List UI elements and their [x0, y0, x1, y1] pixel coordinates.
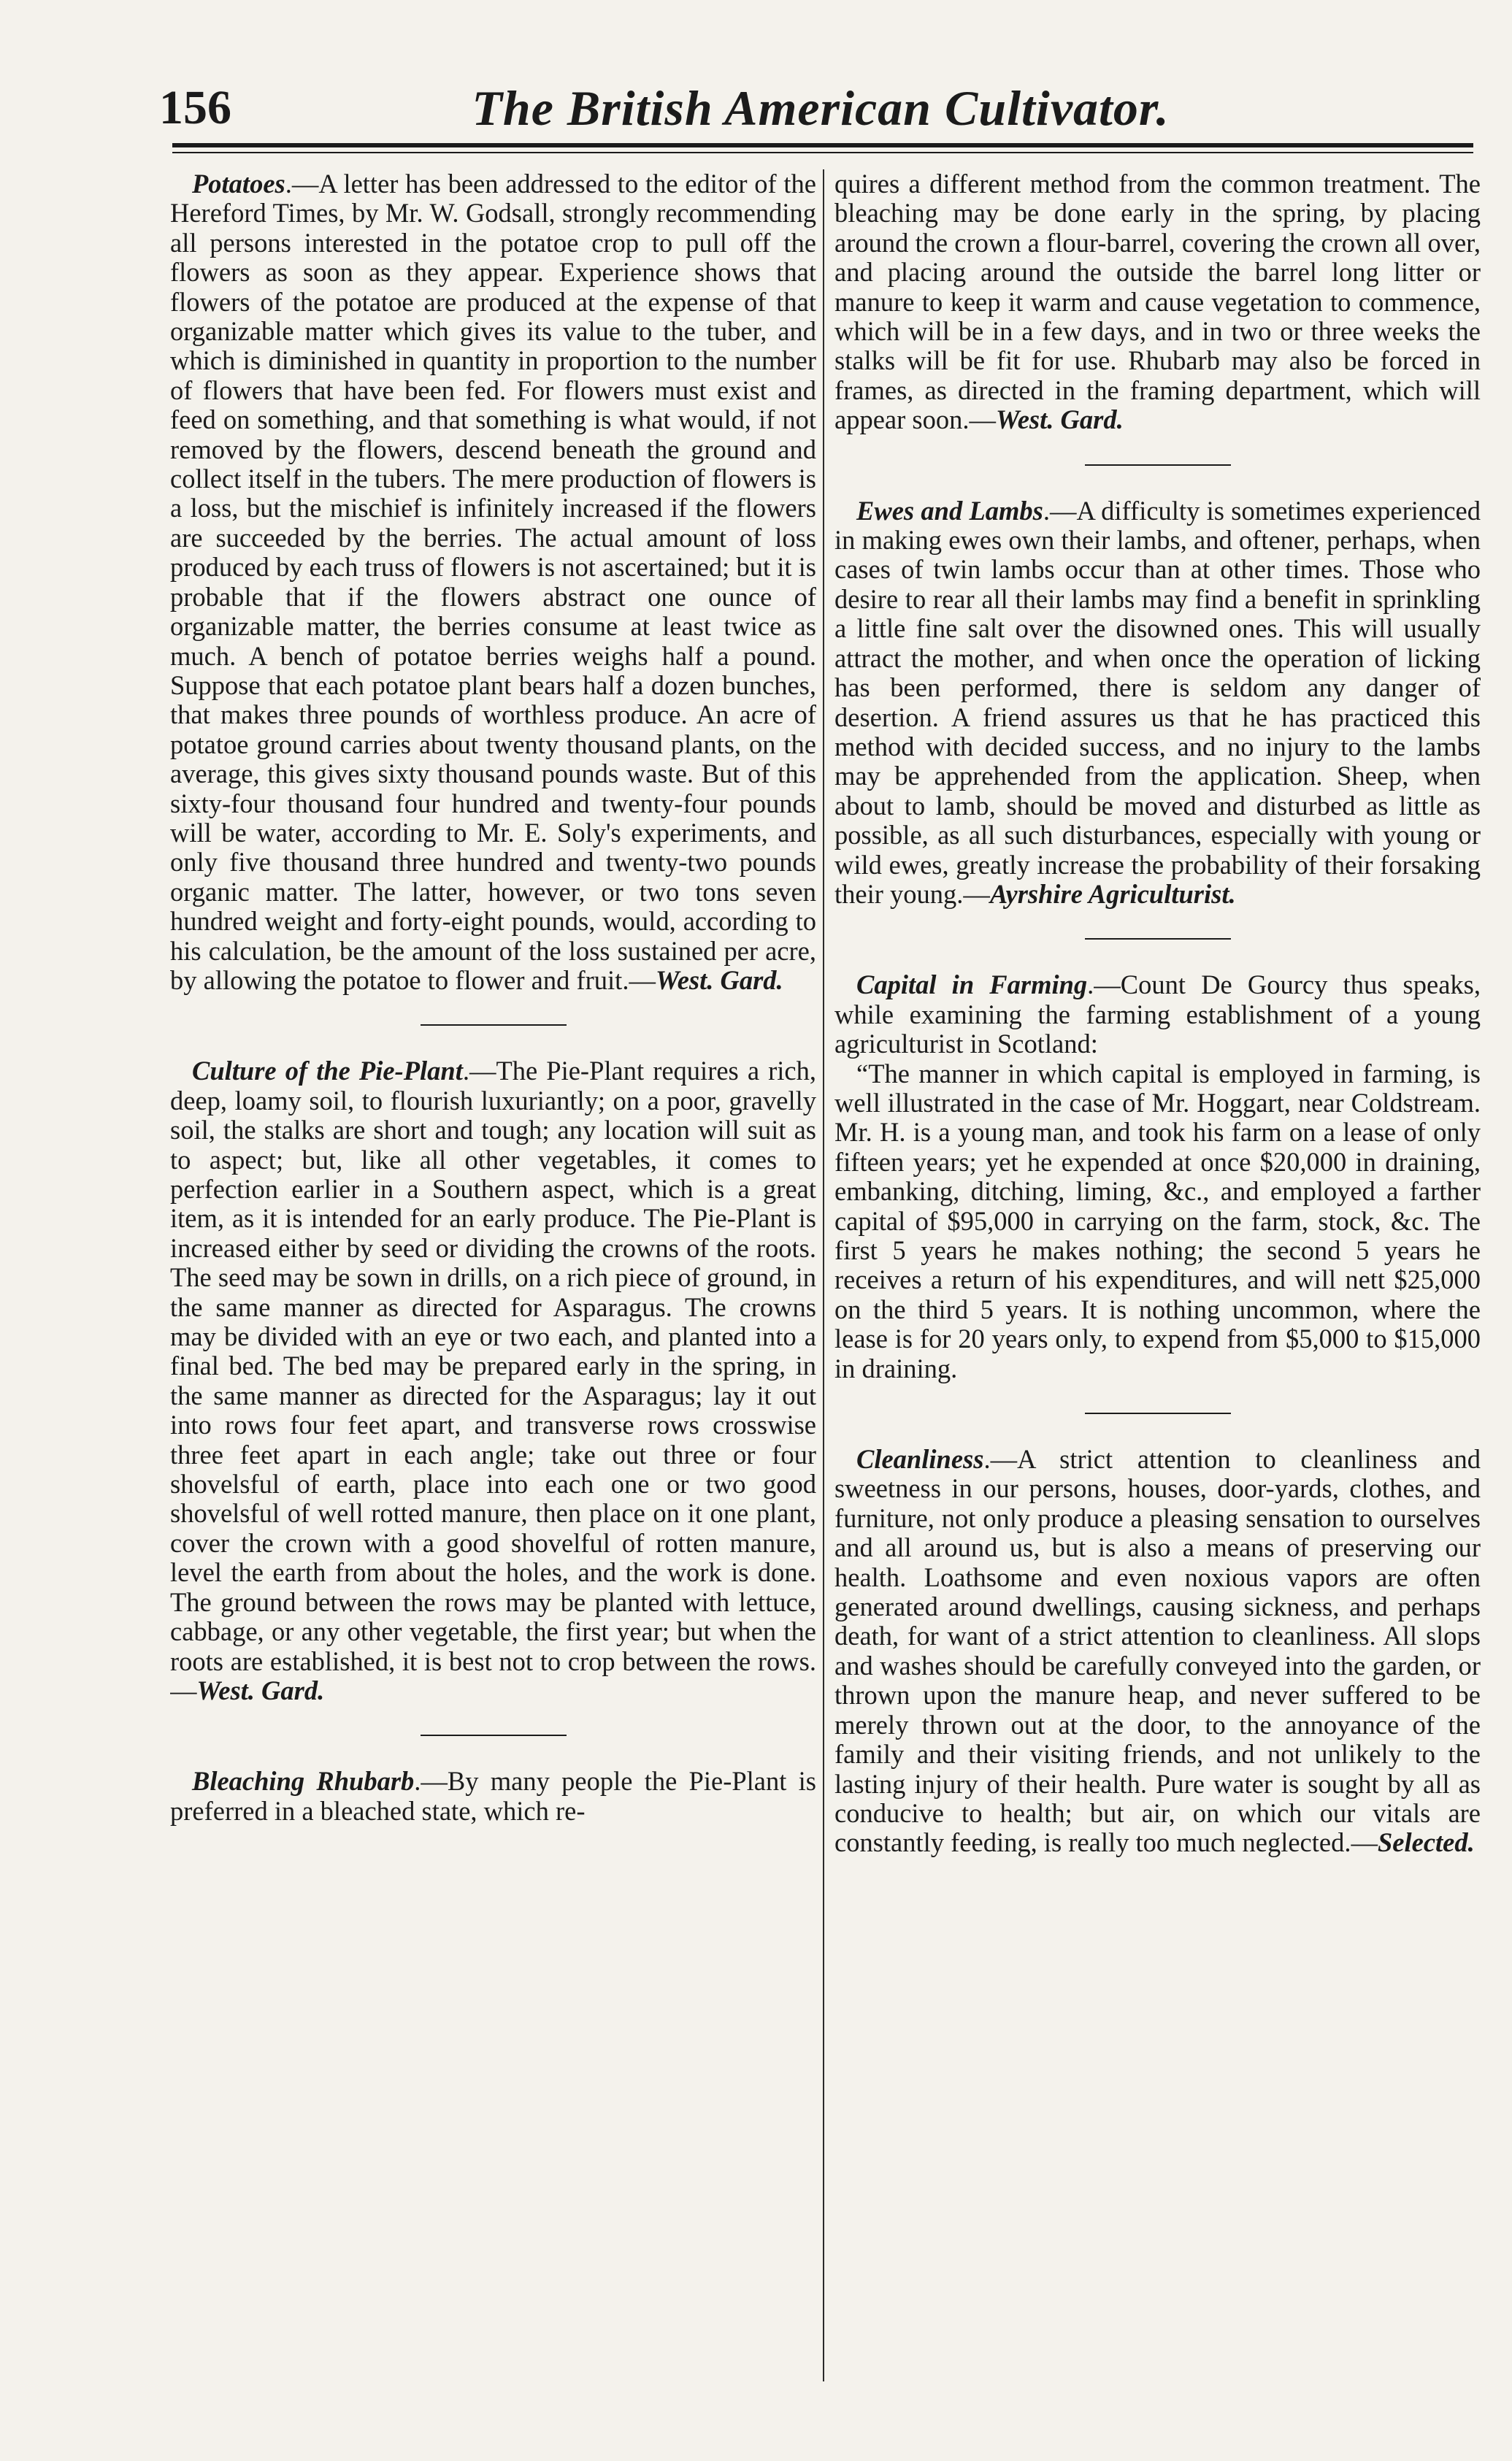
article-citation: West. Gard.	[196, 1675, 325, 1705]
article-paragraph: Potatoes.—A letter has been addressed to the editor of the Hereford Times, by Mr. W. Godsall, strongly recommending all persons interested in the potatoe crop to pull off the flowers as soon as they appear. Experience shows that flowers of the potatoe are produced at the expense of that organizable matter which gives its value to the tuber, and which is diminished in quantity in proportion to the number of flowers that have been fed. For flowers must exist and feed on something, and that something is what would, if not removed by the flowers, descend beneath the ground and collect itself in the tubers. The mere production of flowers is a loss, but the mischief is infinitely increased if the flowers are succeeded by the berries. The actual amount of loss produced by each truss of flowers is not ascertained; but it is probable that if the flowers abstract one ounce of organizable matter, the berries consume at least twice as much. A bench of potatoe berries weighs half a pound. Suppose that each potatoe plant bears half a dozen bunches, that makes three pounds of worthless produce. An acre of potatoe ground carries about twenty thousand plants, on the average, this gives sixty thousand pounds waste. But of this sixty-four thousand four hundred and twenty-four pounds will be water, according to Mr. E. Soly's experiments, and only five thousand three hundred and twenty-two pounds organic matter. The latter, however, or two tons seven hundred weight and forty-eight pounds, would, according to his calculation, be the amount of the loss sustained per acre, by allowing the potatoe to flower and fruit.—West. Gard.	[170, 169, 816, 995]
article-separator	[1085, 464, 1231, 466]
article-ewes-and-lambs	[834, 496, 1481, 910]
article-body: A letter has been addressed to the editor of the Hereford Times, by Mr. W. Godsall, strongly recommending all persons interested in the potatoe crop to pull off the flowers as soon as they appear. Experience shows that flowers of the potatoe are produced at the expense of that organizable matter which gives its value to the tuber, and which is diminished in quantity in proportion to the number of flowers that have been fed. For flowers must exist and feed on something, and that something is what would, if not removed by the flowers, descend beneath the ground and collect itself in the tubers. The mere production of flowers is a loss, but the mischief is infinitely increased if the flowers are succeeded by the berries. The actual amount of loss produced by each truss of flowers is not ascertained; but it is probable that if the flowers abstract one ounce of organizable matter, the berries consume at least twice as much. A bench of potatoe berries weighs half a pound. Suppose that each potatoe plant bears half a dozen bunches, that makes three pounds of worthless produce. An acre of potatoe ground carries about twenty thousand plants, on the average, this gives sixty thousand pounds waste. But of this sixty-four thousand four hundred and twenty-four pounds will be water, according to Mr. E. Soly's experiments, and only five thousand three hundred and twenty-two pounds organic matter. The latter, however, or two tons seven hundred weight and forty-eight pounds, would, according to his calculation, be the amount of the loss sustained per acre, by allowing the potatoe to flower and fruit.	[170, 169, 816, 995]
article-body: Count De Gourcy thus speaks, while examining the farming establishment of a young agriculturist in Scotland:	[834, 970, 1481, 1059]
article-separator	[1085, 938, 1231, 940]
article-body: By many people the Pie-Plant is preferred in a bleached state, which re-	[170, 1766, 816, 1826]
article-heading: Ewes and Lambs	[856, 495, 1043, 526]
right-column	[834, 169, 1481, 2389]
article-body: A strict attention to cleanliness and sweetness in our persons, houses, door-yards, clothes, and furniture, not only produce a pleasing sensation to ourselves and all around us, but is also a means of preserving our health. Loathsome and even noxious vapors are often generated around dwellings, causing sickness, and perhaps death, for want of a strict attention to cleanliness. All slops and washes should be carefully conveyed into the garden, or thrown upon the manure heap, and never suffered to be merely thrown out at the door, to the annoyance of the family and their visiting friends, and not unlikely to the lasting injury of their health. Pure water is sought by all as conducive to health; but air, on which our vitals are constantly feeding, is really too much neglected.	[834, 1444, 1481, 1858]
article-body: quires a different method from the common treatment. The bleaching may be done early in the spring, by placing around the crown a flour-barrel, covering the crown all over, and placing around the outside the barrel long litter or manure to keep it warm and cause vegetation to commence, which will be in a few days, and in two or three weeks the stalks will be fit for use. Rhubarb may also be forced in frames, as directed in the framing department, which will appear soon.	[834, 169, 1481, 435]
article-paragraph: Capital in Farming.—Count De Gourcy thus speaks, while examining the farming establishment of a young agriculturist in Scotland:	[834, 970, 1481, 1059]
article-potatoes	[170, 169, 816, 995]
article-paragraph: Cleanliness.—A strict attention to cleanliness and sweetness in our persons, houses, door-yards, clothes, and furniture, not only produce a pleasing sensation to ourselves and all around us, but is also a means of preserving our health. Loathsome and even noxious vapors are often generated around dwellings, causing sickness, and perhaps death, for want of a strict attention to cleanliness. All slops and washes should be carefully conveyed into the garden, or thrown upon the manure heap, and never suffered to be merely thrown out at the door, to the annoyance of the family and their visiting friends, and not unlikely to the lasting injury of their health. Pure water is sought by all as conducive to health; but air, on which our vitals are constantly feeding, is really too much neglected.—Selected.	[834, 1444, 1481, 1858]
article-citation: West. Gard.	[655, 964, 783, 995]
article-heading: Bleaching Rhubarb	[192, 1766, 415, 1797]
article-body: The Pie-Plant requires a rich, deep, loamy soil, to flourish luxuriantly; on a poor, gravelly soil, the stalks are short and tough; any location will suit as to aspect; but, like all other vegetables, it comes to perfection earlier in a Southern aspect, which is a great item, as it is intended for an early produce. The Pie-Plant is increased either by seed or dividing the crowns of the roots. The seed may be sown in drills, on a rich piece of ground, in the same manner as directed for Asparagus. The crowns may be divided with an eye or two each, and planted into a final bed. The bed may be prepared early in the spring, in the same manner as directed for the Asparagus; lay it out into rows four feet apart, and transverse rows crosswise three feet apart in each angle; take out three or four shovelsful of earth, place into each one or two good shovelsful of well rotted manure, then place on it one plant, cover the crown with a good shovelful of rotten manure, level the earth from about the holes, and the work is done. The ground between the rows may be planted with lettuce, cabbage, or any other vegetable, the first year; but when the roots are established, it is best not to crop between the rows.	[170, 1056, 816, 1676]
article-citation: Ayrshire Agriculturist.	[989, 878, 1236, 909]
article-capital-in-farming	[834, 970, 1481, 1383]
article-citation: Selected.	[1377, 1827, 1475, 1858]
article-separator	[421, 1735, 567, 1736]
article-citation: West. Gard.	[995, 404, 1124, 435]
article-paragraph: Ewes and Lambs.—A difficulty is sometimes experienced in making ewes own their lambs, and oftener, perhaps, when cases of twin lambs occur than at other times. Those who desire to rear all their lambs may find a benefit in sprinkling a little fine salt over the disowned ones. This will usually attract the mother, and when once the operation of licking has been performed, there is seldom any danger of desertion. A friend assures us that he has practiced this method with decided success, and no injury to the lambs may be apprehended from the application. Sheep, when about to lamb, should be moved and disturbed as little as possible, as all such disturbances, especially with young or wild ewes, greatly increase the probability of their forsaking their young.—Ayrshire Agriculturist.	[834, 495, 1481, 909]
article-pie-plant	[170, 1056, 816, 1705]
article-paragraph: Culture of the Pie-Plant.—The Pie-Plant requires a rich, deep, loamy soil, to flourish luxuriantly; on a poor, gravelly soil, the stalks are short and tough; any location will suit as to aspect; but, like all other vegetables, it comes to perfection earlier in a Southern aspect, which is a great item, as it is intended for an early produce. The Pie-Plant is increased either by seed or dividing the crowns of the roots. The seed may be sown in drills, on a rich piece of ground, in the same manner as directed for Asparagus. The crowns may be divided with an eye or two each, and planted into a final bed. The bed may be prepared early in the spring, in the same manner as directed for the Asparagus; lay it out into rows four feet apart, and transverse rows crosswise three feet apart in each angle; take out three or four shovelsful of earth, place into each one or two good shovelsful of well rotted manure, then place on it one plant, cover the crown with a good shovelful of rotten manure, level the earth from about the holes, and the work is done. The ground between the rows may be planted with lettuce, cabbage, or any other vegetable, the first year; but when the roots are established, it is best not to crop between the rows.—West. Gard.	[170, 1056, 816, 1705]
article-body: A difficulty is sometimes experienced in making ewes own their lambs, and oftener, perhaps, when cases of twin lambs occur than at other times. Those who desire to rear all their lambs may find a benefit in sprinkling a little fine salt over the disowned ones. This will usually attract the mother, and when once the operation of licking has been performed, there is seldom any danger of desertion. A friend assures us that he has practiced this method with decided success, and no injury to the lambs may be apprehended from the application. Sheep, when about to lamb, should be moved and disturbed as little as possible, as all such disturbances, especially with young or wild ewes, greatly increase the probability of their forsaking their young.	[834, 495, 1481, 909]
article-paragraph: Bleaching Rhubarb.—By many people the Pie-Plant is preferred in a bleached state, which re-	[170, 1766, 816, 1826]
article-heading: Cleanliness	[856, 1444, 984, 1475]
article-separator	[1085, 1413, 1231, 1414]
article-heading: Capital in Farming	[856, 970, 1088, 1000]
column-divider	[823, 169, 824, 2381]
page-header	[159, 79, 1482, 137]
article-separator	[421, 1024, 567, 1026]
page-number: 156	[159, 81, 231, 134]
running-title: The British American Cultivator.	[472, 80, 1170, 136]
article-bleaching-continued	[834, 169, 1481, 435]
article-paragraph: quires a different method from the common treatment. The bleaching may be done early in the spring, by placing around the crown a flour-barrel, covering the crown all over, and placing around the outside the barrel long litter or manure to keep it warm and cause vegetation to commence, which will be in a few days, and in two or three weeks the stalks will be fit for use. Rhubarb may also be forced in frames, as directed in the framing department, which will appear soon.—West. Gard.	[834, 169, 1481, 435]
header-rule-thin	[172, 152, 1473, 153]
article-cleanliness	[834, 1445, 1481, 1858]
header-rule	[172, 143, 1473, 147]
article-quote: “The manner in which capital is employed in farming, is well illustrated in the case of Mr. Hoggart, near Coldstream. Mr. H. is a young man, and took his farm on a lease of only fifteen years; yet he expended at once $20,000 in draining, embanking, ditching, liming, &c., and employed a farther capital of $95,000 in carrying on the farm, stock, &c. The first 5 years he makes nothing; the second 5 years he receives a return of his expenditures, and will nett $25,000 on the third 5 years. It is nothing uncommon, where the lease is for 20 years only, to expend from $5,000 to $15,000 in draining.	[834, 1058, 1481, 1383]
left-column	[170, 169, 816, 2389]
article-heading: Potatoes	[192, 169, 285, 199]
article-bleaching-rhubarb	[170, 1767, 816, 1826]
article-heading: Culture of the Pie-Plant	[192, 1056, 463, 1086]
